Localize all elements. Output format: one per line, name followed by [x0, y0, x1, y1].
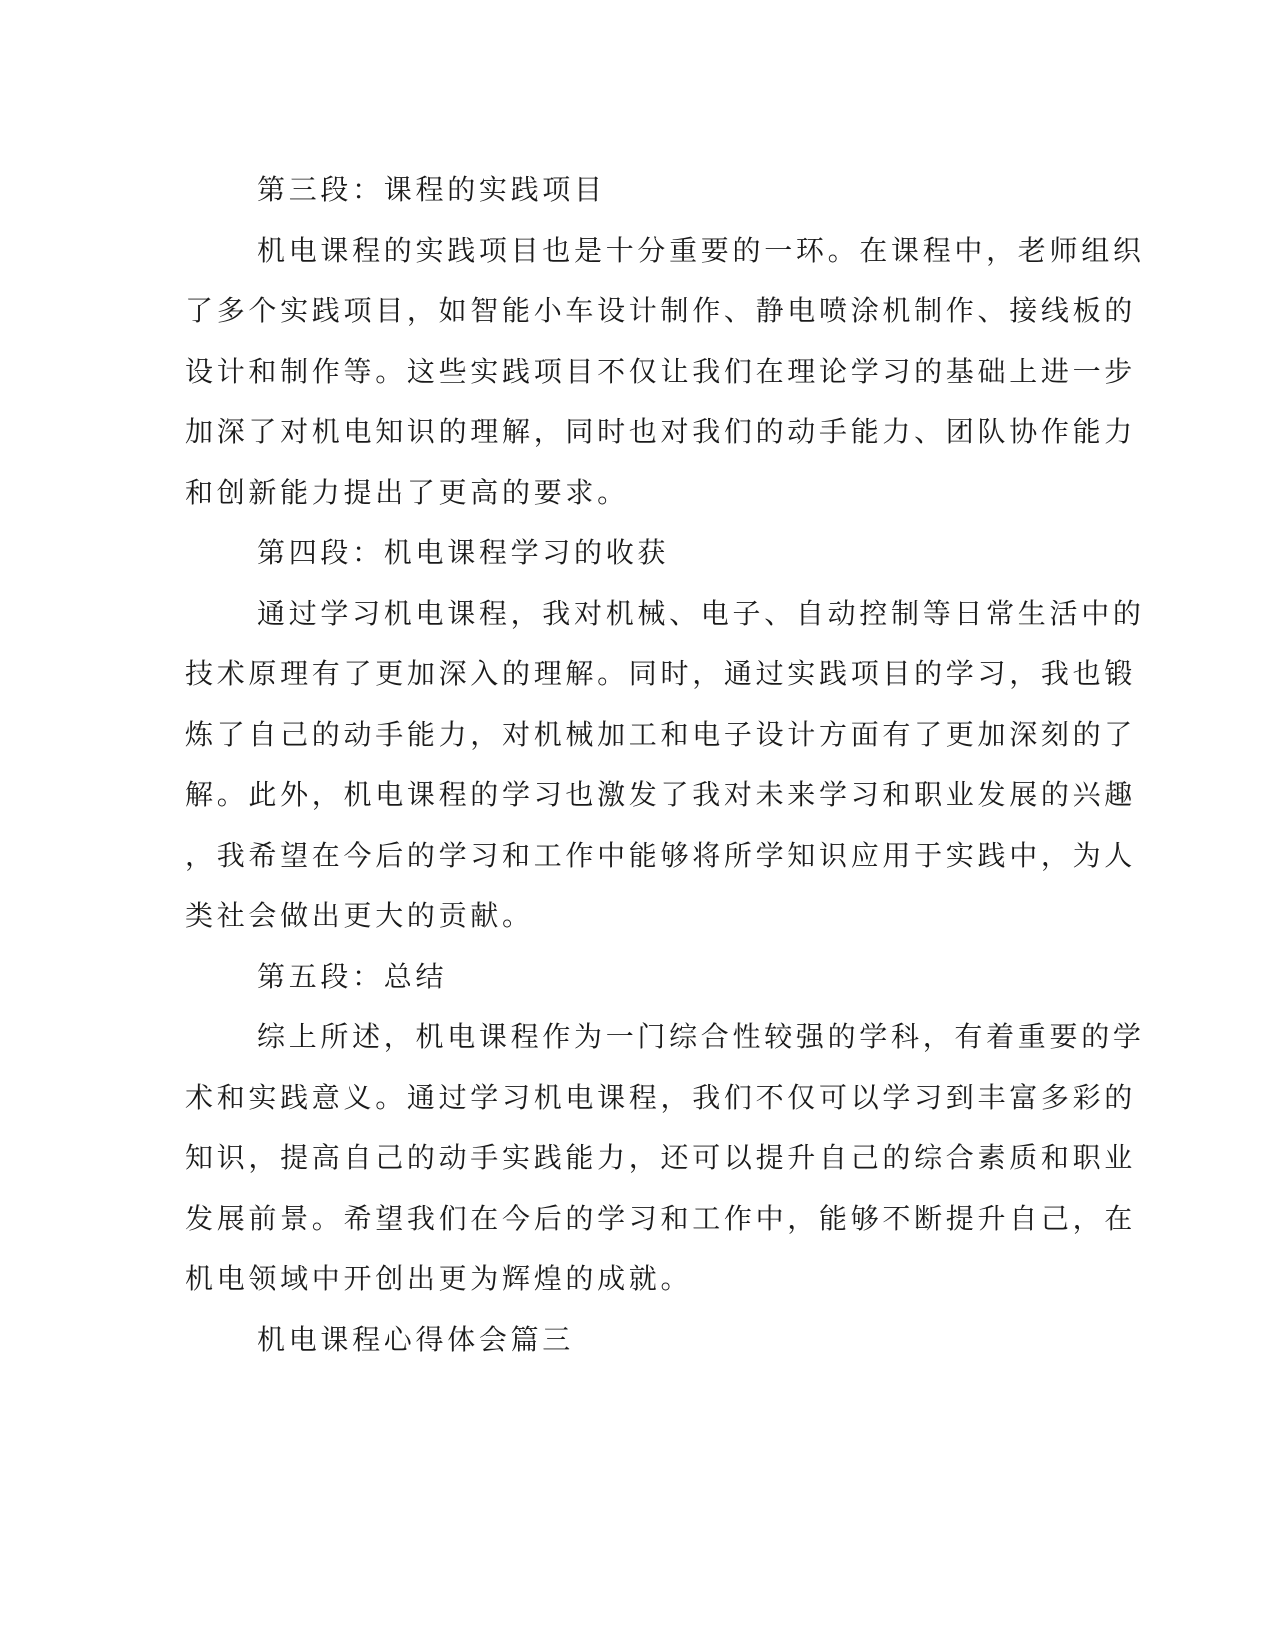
section-heading-5: 第五段：总结 — [257, 959, 448, 993]
next-article-title: 机电课程心得体会篇三 — [257, 1322, 575, 1356]
section-heading-3: 第三段：课程的实践项目 — [257, 173, 606, 206]
paragraph-line: 通过学习机电课程，我对机械、电子、自动控制等日常生活中的 — [257, 596, 1145, 630]
paragraph-line: 发展前景。希望我们在今后的学习和工作中，能够不断提升自己，在 — [185, 1201, 1137, 1235]
paragraph-line: 术和实践意义。通过学习机电课程，我们不仅可以学习到丰富多彩的 — [185, 1080, 1137, 1114]
paragraph-line: 知识，提高自己的动手实践能力，还可以提升自己的综合素质和职业 — [185, 1141, 1137, 1174]
paragraph-line: 和创新能力提出了更高的要求。 — [185, 475, 629, 509]
paragraph-line: 技术原理有了更加深入的理解。同时，通过实践项目的学习，我也锻 — [185, 657, 1137, 690]
paragraph-line: 综上所述，机电课程作为一门综合性较强的学科，有着重要的学 — [257, 1020, 1145, 1053]
paragraph-line: 机电领域中开创出更为辉煌的成就。 — [185, 1262, 693, 1295]
paragraph-line: 炼了自己的动手能力，对机械加工和电子设计方面有了更加深刻的了 — [185, 717, 1137, 751]
paragraph-line: 解。此外，机电课程的学习也激发了我对未来学习和职业发展的兴趣 — [185, 778, 1137, 811]
paragraph-line: 加深了对机电知识的理解，同时也对我们的动手能力、团队协作能力 — [185, 415, 1137, 448]
document-body — [185, 160, 1145, 1370]
paragraph-line: 类社会做出更大的贡献。 — [185, 899, 534, 932]
paragraph-line: 设计和制作等。这些实践项目不仅让我们在理论学习的基础上进一步 — [185, 354, 1137, 388]
paragraph-line: 了多个实践项目，如智能小车设计制作、静电喷涂机制作、接线板的 — [185, 294, 1137, 327]
paragraph-line: ，我希望在今后的学习和工作中能够将所学知识应用于实践中，为人 — [185, 838, 1137, 872]
section-heading-4: 第四段：机电课程学习的收获 — [257, 536, 670, 569]
paragraph-line: 机电课程的实践项目也是十分重要的一环。在课程中，老师组织 — [257, 233, 1145, 267]
